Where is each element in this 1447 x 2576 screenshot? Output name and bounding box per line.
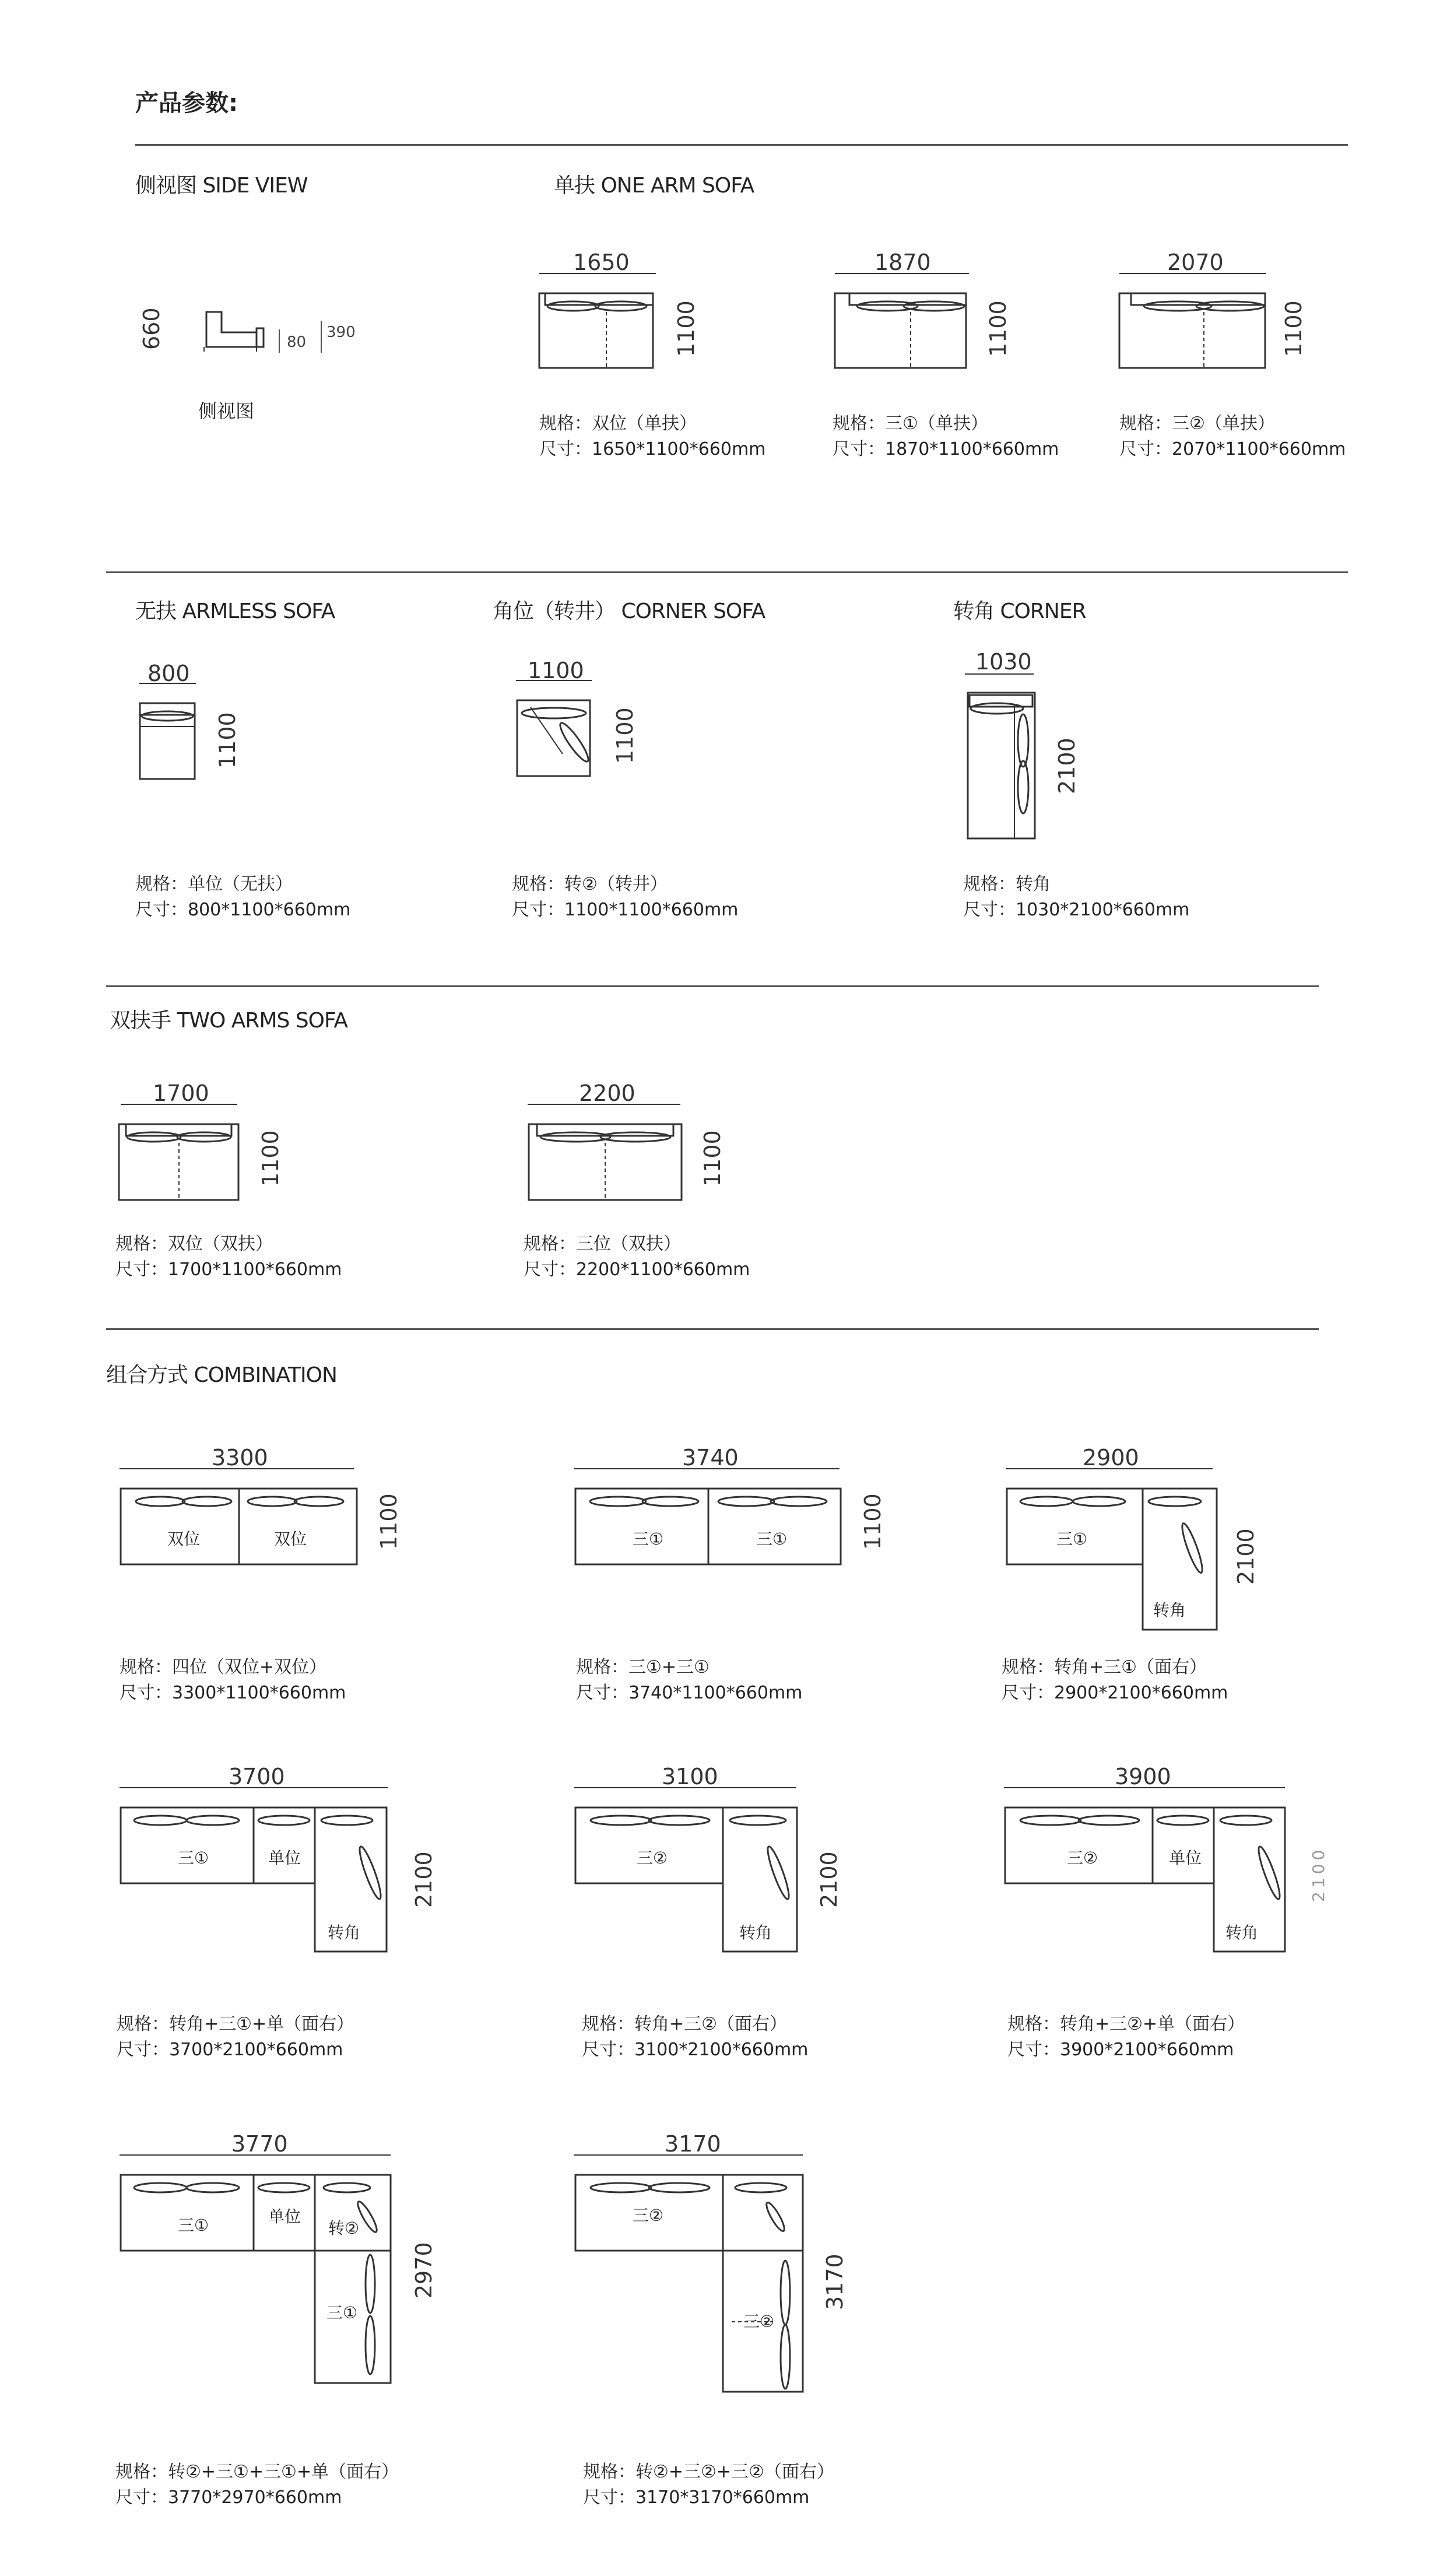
size-text: 尺寸：2070*1100*660mm [1119,439,1346,459]
depth-dim: 2100 [1054,738,1080,794]
width-dim: 1030 [975,649,1032,675]
combo-module-label: 双位 [274,1529,307,1549]
combo-module-label: 三② [633,2206,664,2225]
combo-module-label: 转角 [1225,1923,1259,1942]
spec-text: 规格：转角+三①+单（面右） [117,2014,354,2034]
section-one-arm: 单扶 ONE ARM SOFA [554,174,754,198]
corner-1030-drawing [965,671,1041,840]
width-dim: 2200 [579,1080,635,1106]
size-text: 尺寸：3300*1100*660mm [120,1683,346,1703]
depth-dim: 1100 [985,300,1011,357]
spec-text: 规格：三位（双扶） [524,1234,681,1254]
divider [106,1328,1319,1330]
spec-text: 规格：单位（无扶） [135,874,293,894]
width-dim: 1650 [573,250,630,275]
combo-module-label: 三② [743,2312,775,2331]
sofa-800-drawing [139,681,203,783]
spec-text: 规格：转②（转井） [512,874,668,894]
size-text: 尺寸：1100*1100*660mm [512,900,739,920]
width-dim: 3770 [231,2131,288,2157]
spec-text: 规格：转角+三①（面右） [1002,1657,1207,1677]
width-dim: 3170 [665,2131,721,2157]
depth-dim: 2970 [411,2242,437,2298]
combo-module-label: 三② [637,1848,668,1868]
spec-text: 规格：三①+三① [576,1657,710,1677]
depth-dim: 1100 [860,1493,886,1550]
depth-dim: 2100 [816,1851,842,1908]
combo-module-label: 三① [326,2303,358,2322]
spec-text: 规格：三②（单扶） [1119,413,1275,434]
combo-module-label: 单位 [1169,1848,1202,1868]
width-dim: 3740 [682,1445,739,1471]
section-side-view: 侧视图 SIDE VIEW [135,174,308,198]
combo-2900-drawing [1006,1466,1221,1636]
combo-module-label: 三① [178,2216,209,2235]
side-height-dim: 660 [139,307,164,350]
sofa-2200-drawing [528,1102,685,1204]
combo-3170-drawing [574,2153,807,2398]
side-seat-height-dim: 390 [326,324,356,341]
spec-text: 规格：转角+三②（面右） [582,2014,788,2034]
depth-dim: 1100 [215,712,240,768]
divider [106,571,1348,573]
section-armless: 无扶 ARMLESS SOFA [135,599,335,623]
width-dim: 3100 [662,1764,718,1789]
width-dim: 2900 [1083,1445,1139,1471]
sofa-1700-drawing [118,1102,243,1204]
size-text: 尺寸：3100*2100*660mm [582,2040,809,2060]
size-text: 尺寸：2900*2100*660mm [1002,1683,1228,1703]
combo-module-label: 三① [633,1529,664,1549]
size-text: 尺寸：1650*1100*660mm [539,439,766,459]
side-view-caption: 侧视图 [198,400,255,422]
combo-module-label: 转② [328,2219,360,2238]
spec-text: 规格：转角 [963,874,1051,894]
tick [279,329,280,353]
combo-3770-drawing [120,2153,394,2386]
size-text: 尺寸：3170*3170*660mm [583,2487,810,2508]
width-dim: 2070 [1167,250,1224,275]
side-seat-dim: 80 [287,334,307,351]
spec-text: 规格：四位（双位+双位） [120,1657,327,1677]
width-dim: 3300 [212,1445,268,1471]
sofa-2070-drawing [1119,271,1271,370]
section-corner: 转角 CORNER [953,599,1086,623]
width-dim: 800 [147,661,190,686]
size-text: 尺寸：3770*2970*660mm [115,2487,342,2508]
depth-dim: 2100 [1233,1528,1259,1585]
combo-module-label: 三① [178,1848,209,1868]
width-dim: 3700 [229,1764,285,1789]
section-corner-sofa: 角位（转井） CORNER SOFA [493,599,765,623]
size-text: 尺寸：800*1100*660mm [135,900,351,920]
size-text: 尺寸：1700*1100*660mm [115,1259,342,1280]
depth-dim: 3170 [822,2254,848,2310]
combo-module-label: 转角 [328,1923,361,1942]
spec-text: 规格：转②+三①+三①+单（面右） [115,2462,399,2482]
page-title: 产品参数: [135,90,238,117]
tick [321,321,322,353]
combo-module-label: 三① [1056,1529,1088,1549]
depth-dim: 1100 [700,1130,725,1187]
combo-module-label: 三① [756,1529,788,1549]
combo-module-label: 单位 [268,2207,301,2226]
depth-dim: 1100 [1281,300,1306,357]
width-dim: 1870 [874,250,931,275]
combo-module-label: 转角 [1153,1601,1186,1620]
sofa-1870-drawing [835,271,975,370]
size-text: 尺寸：1030*2100*660mm [963,900,1190,920]
depth-dim: 2100 [1309,1846,1328,1902]
divider [106,985,1319,987]
combo-3740-drawing [574,1466,842,1568]
sofa-1100-corner-drawing [516,678,598,780]
side-view-drawing [198,300,268,353]
divider [135,144,1348,146]
depth-dim: 1100 [612,707,638,764]
depth-dim: 1100 [258,1130,283,1187]
section-two-arms: 双扶手 TWO ARMS SOFA [110,1009,348,1033]
width-dim: 3900 [1115,1764,1171,1789]
size-text: 尺寸：3740*1100*660mm [576,1683,803,1703]
width-dim: 1100 [528,658,584,683]
width-dim: 1700 [153,1080,209,1106]
combo-3100-drawing [574,1785,807,1954]
size-text: 尺寸：3700*2100*660mm [117,2040,343,2060]
combo-3300-drawing [120,1466,361,1568]
spec-text: 规格：转②+三②+三②（面右） [583,2462,834,2482]
size-text: 尺寸：1870*1100*660mm [833,439,1059,459]
spec-text: 规格：转角+三②+单（面右） [1007,2014,1245,2034]
spec-text: 规格：双位（单扶） [539,413,697,434]
depth-dim: 1100 [376,1493,402,1550]
size-text: 尺寸：3900*2100*660mm [1007,2040,1234,2060]
depth-dim: 1100 [673,300,699,357]
sofa-1650-drawing [539,271,662,370]
section-combination: 组合方式 COMBINATION [106,1363,337,1387]
size-text: 尺寸：2200*1100*660mm [524,1259,750,1280]
combo-module-label: 双位 [167,1529,201,1549]
spec-text: 规格：三①（单扶） [833,413,988,434]
combo-module-label: 三② [1067,1848,1098,1868]
spec-text: 规格：双位（双扶） [115,1234,273,1254]
depth-dim: 2100 [411,1851,437,1908]
combo-module-label: 单位 [268,1848,301,1868]
combo-module-label: 转角 [739,1923,772,1942]
